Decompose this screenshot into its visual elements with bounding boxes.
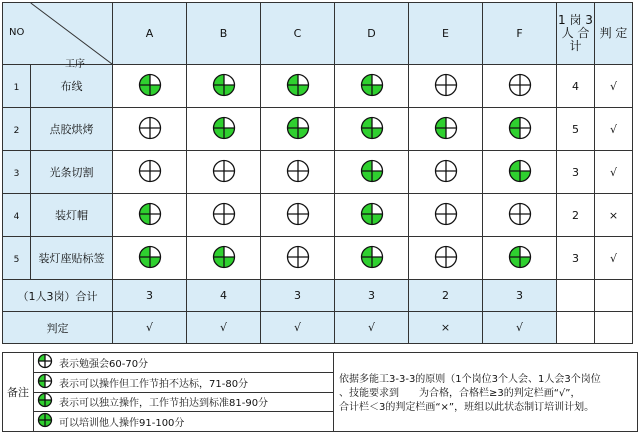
skill-cell xyxy=(113,151,187,194)
rule-line: 依据多能工3-3-3的原则（1个岗位3个人会、1人会3个岗位 xyxy=(339,374,601,385)
task-name: 装灯座贴标签 xyxy=(31,237,113,280)
summary-value: 3 xyxy=(113,280,187,312)
skill-level-icon xyxy=(286,116,310,143)
row-total: 3 xyxy=(557,151,595,194)
row-total: 3 xyxy=(557,237,595,280)
row-total: 4 xyxy=(557,65,595,108)
skill-level-icon xyxy=(508,159,532,186)
judge-header: 判 定 xyxy=(595,3,633,65)
judgement-value: × xyxy=(409,312,483,344)
skill-cell xyxy=(113,65,187,108)
skill-level-icon xyxy=(212,73,236,100)
row-number: 4 xyxy=(3,194,31,237)
skill-level-icon xyxy=(138,202,162,229)
skill-level-icon xyxy=(212,159,236,186)
summary-label: （1人3岗）合计 xyxy=(3,280,113,312)
skill-level-icon xyxy=(286,202,310,229)
skill-cell xyxy=(261,151,335,194)
skill-cell xyxy=(113,237,187,280)
skill-cell xyxy=(409,108,483,151)
summary-value: 3 xyxy=(261,280,335,312)
skill-level-icon xyxy=(360,116,384,143)
legend-text: 表示可以独立操作，工作节拍达到标准81-90分 xyxy=(59,398,269,409)
total-header: 1 岗 3 人 合计 xyxy=(557,3,595,65)
header-row xyxy=(3,3,633,65)
no-header: NO xyxy=(9,27,25,38)
judgement-value: √ xyxy=(483,312,557,344)
legend-text: 表示可以操作但工作节拍不达标，71-80分 xyxy=(59,378,249,390)
skill-level-icon xyxy=(286,159,310,186)
skill-cell xyxy=(335,237,409,280)
skill-level-icon xyxy=(138,73,162,100)
skill-cell xyxy=(261,194,335,237)
task-row xyxy=(3,151,633,194)
legend-level-icon xyxy=(37,353,53,372)
col-header-a: A xyxy=(113,3,187,65)
row-judge: √ xyxy=(595,237,633,280)
skill-cell xyxy=(409,151,483,194)
skill-cell xyxy=(187,65,261,108)
summary-value: 4 xyxy=(187,280,261,312)
skill-cell xyxy=(187,194,261,237)
skill-level-icon xyxy=(508,116,532,143)
row-total: 2 xyxy=(557,194,595,237)
row-total: 5 xyxy=(557,108,595,151)
skill-cell xyxy=(113,108,187,151)
skill-cell xyxy=(335,151,409,194)
task-row xyxy=(3,108,633,151)
task-row xyxy=(3,194,633,237)
row-number: 5 xyxy=(3,237,31,280)
rule-line: 、技能要求到 为合格，合格栏≥3的判定栏画“√”， xyxy=(339,388,581,399)
skill-level-icon xyxy=(434,245,458,272)
skill-cell xyxy=(335,194,409,237)
legend-item xyxy=(33,392,333,412)
skill-cell xyxy=(409,65,483,108)
legend-text: 表示勉强会60-70分 xyxy=(59,359,149,370)
summary-row xyxy=(3,280,633,312)
skill-cell xyxy=(483,237,557,280)
summary-value: 3 xyxy=(483,280,557,312)
task-name: 装灯帽 xyxy=(31,194,113,237)
judgement-value: √ xyxy=(335,312,409,344)
skill-level-icon xyxy=(508,73,532,100)
col-header-c: C xyxy=(261,3,335,65)
task-name: 点胶烘烤 xyxy=(31,108,113,151)
row-judge: × xyxy=(595,194,633,237)
row-judge: √ xyxy=(595,65,633,108)
legend-level-icon xyxy=(37,412,53,431)
skill-cell xyxy=(335,108,409,151)
row-number: 2 xyxy=(3,108,31,151)
col-header-e: E xyxy=(409,3,483,65)
judgement-value: √ xyxy=(113,312,187,344)
skill-level-icon xyxy=(138,116,162,143)
row-judge: √ xyxy=(595,151,633,194)
rule-line: 合计栏＜3的判定栏画“×”，班组以此状态制订培训计划。 xyxy=(339,402,595,413)
skill-cell xyxy=(187,108,261,151)
rule-text xyxy=(339,373,633,415)
skill-cell xyxy=(261,65,335,108)
skill-cell xyxy=(409,194,483,237)
summary-blank xyxy=(557,280,595,312)
col-header-b: B xyxy=(187,3,261,65)
legend-item xyxy=(33,353,333,373)
task-row xyxy=(3,65,633,108)
row-number: 1 xyxy=(3,65,31,108)
skill-matrix-table xyxy=(2,2,633,344)
skill-cell xyxy=(113,194,187,237)
skill-level-icon xyxy=(360,159,384,186)
skill-cell xyxy=(335,65,409,108)
judgement-value: √ xyxy=(187,312,261,344)
task-name: 布线 xyxy=(31,65,113,108)
skill-level-icon xyxy=(138,245,162,272)
task-name: 光条切割 xyxy=(31,151,113,194)
legend-item xyxy=(33,373,333,393)
legend-level-icon xyxy=(37,392,53,411)
skill-level-icon xyxy=(286,245,310,272)
skill-level-icon xyxy=(360,245,384,272)
skill-cell xyxy=(483,108,557,151)
judgement-blank xyxy=(557,312,595,344)
col-header-d: D xyxy=(335,3,409,65)
legend-rows xyxy=(33,353,334,431)
judgement-blank xyxy=(595,312,633,344)
skill-level-icon xyxy=(434,116,458,143)
skill-level-icon xyxy=(360,202,384,229)
legend-text: 可以培训他人操作91-100分 xyxy=(59,417,185,429)
skill-level-icon xyxy=(286,73,310,100)
skill-level-icon xyxy=(434,73,458,100)
judgement-row xyxy=(3,312,633,344)
skill-level-icon xyxy=(138,159,162,186)
skill-cell xyxy=(483,194,557,237)
summary-blank xyxy=(595,280,633,312)
skill-cell xyxy=(261,237,335,280)
skill-level-icon xyxy=(360,73,384,100)
judgement-value: √ xyxy=(261,312,335,344)
legend-item xyxy=(33,412,333,431)
task-row xyxy=(3,237,633,280)
skill-level-icon xyxy=(212,245,236,272)
skill-cell xyxy=(187,151,261,194)
row-number: 3 xyxy=(3,151,31,194)
skill-level-icon xyxy=(212,202,236,229)
legend-label: 备注 xyxy=(3,353,34,431)
skill-cell xyxy=(187,237,261,280)
legend-panel xyxy=(2,352,638,432)
skill-level-icon xyxy=(508,202,532,229)
skill-cell xyxy=(261,108,335,151)
judgement-label: 判定 xyxy=(3,312,113,344)
skill-level-icon xyxy=(434,202,458,229)
skill-cell xyxy=(483,65,557,108)
skill-cell xyxy=(483,151,557,194)
skill-level-icon xyxy=(508,245,532,272)
legend-level-icon xyxy=(37,373,53,392)
col-header-f: F xyxy=(483,3,557,65)
process-header: 工序 xyxy=(65,59,85,70)
header-corner-cell xyxy=(3,3,113,70)
skill-cell xyxy=(409,237,483,280)
skill-level-icon xyxy=(434,159,458,186)
skill-level-icon xyxy=(212,116,236,143)
row-judge: √ xyxy=(595,108,633,151)
summary-value: 3 xyxy=(335,280,409,312)
summary-value: 2 xyxy=(409,280,483,312)
